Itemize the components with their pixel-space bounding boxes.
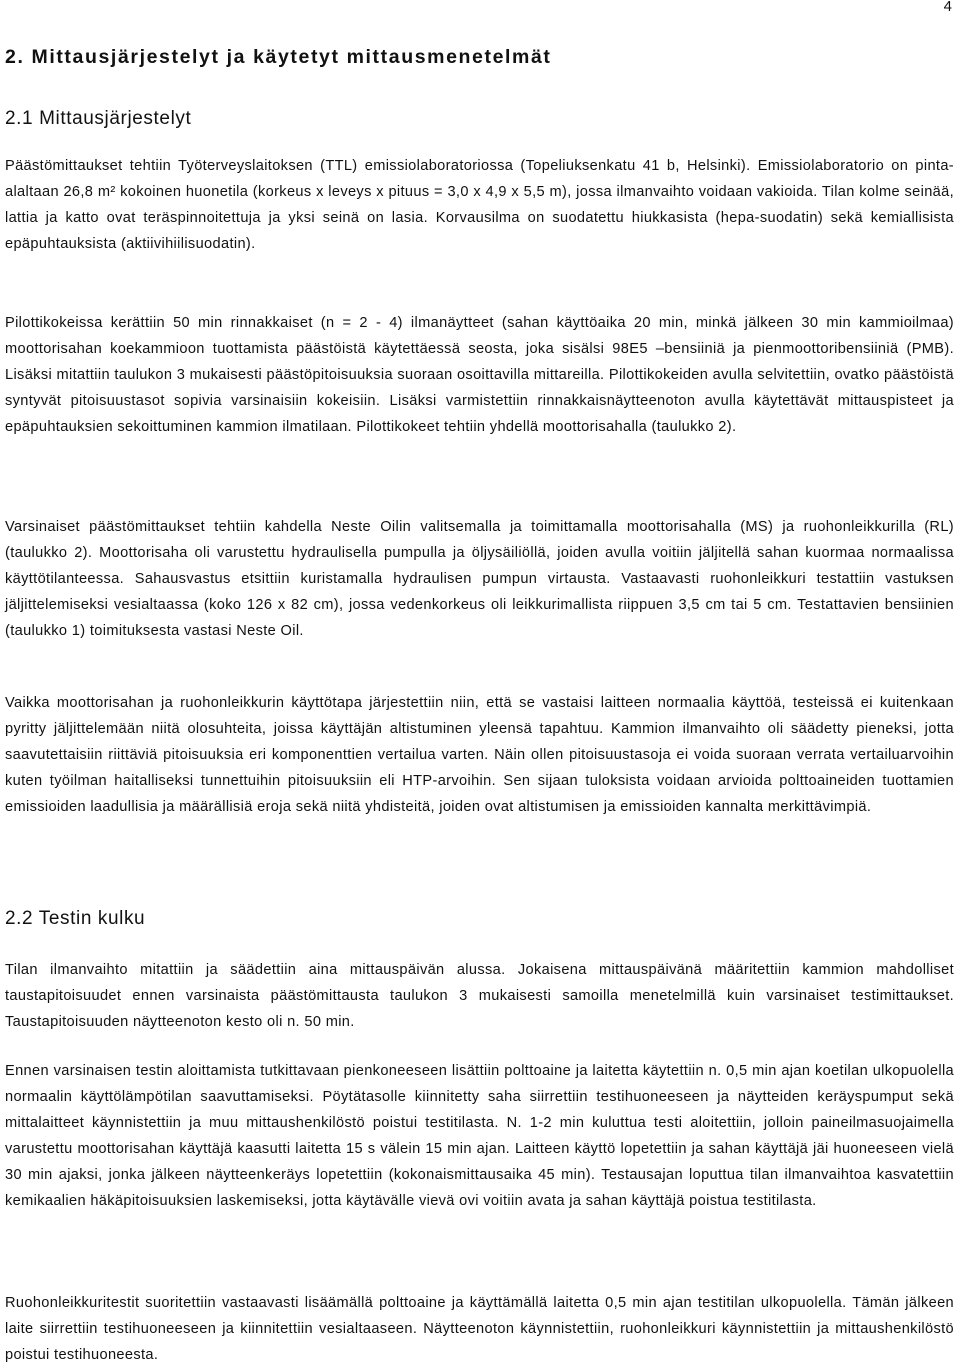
paragraph-test-procedure-mower: Ruohonleikkuritestit suoritettiin vastaavasti lisäämällä polttoaine ja käyttämällä laitetta 0,5 min ajan testitilan ulkopuolella. Tämän jälkeen laite siirrettiin testihuoneeseen ja kiinnitettiin vesialtaaseen. Näytteenoton käynnistettiin, ruohonleikkuri käynnistettiin ja mittaushenkilöstö poistui testihuoneesta. [5, 1295, 954, 1363]
section-heading-2-2: 2.2 Testin kulku [5, 908, 146, 929]
paragraph-ventilation: Tilan ilmanvaihto mitattiin ja säädettiin aina mittauspäivän alussa. Jokaisena mittauspäivänä määritettiin kammion mahdolliset taustapitoisuudet ennen varsinaista päästömittausta taulukon 3 mukaisesti samoilla menetelmillä kuin varsinaiset testimittaukset. Taustapitoisuuden näytteenoton kesto oli n. 50 min. [5, 962, 954, 1030]
paragraph-pilot-tests: Pilottikokeissa kerättiin 50 min rinnakkaiset (n = 2 - 4) ilmanäytteet (sahan käyttöaika 20 min, minkä jälkeen 30 min kammioilmaa) moottorisahan koekammioon tuottamista päästöistä käytettäessä seosta, joka sisälsi 98E5 –bensiiniä ja pienmoottoribensiiniä (PMB). Lisäksi mitattiin taulukon 3 mukaisesti päästöpitoisuuksia suoraan osoittavilla mittareilla. Pilottikokeiden avulla selvitettiin, ovatko päästöistä syntyvät pitoisuustasot sopivia varsinaisiin kokeisiin. Lisäksi varmistettiin rinnakkaisnäytteenoton avulla käytettävät mittauspisteet ja epäpuhtauksien sekoittuminen kammion ilmatilaan. Pilottikokeet tehtiin yhdellä moottorisahalla (taulukko 2). [5, 315, 954, 435]
paragraph-actual-measurements: Varsinaiset päästömittaukset tehtiin kahdella Neste Oilin valitsemalla ja toimittamalla moottorisahalla (MS) ja ruohonleikkurilla (RL) (taulukko 2). Moottorisaha oli varustettu hydraulisella pumpulla ja öljysäiliöllä, joiden avulla voitiin jäljitellä sahan kuormaa normaalissa käyttötilanteessa. Sahausvastus etsittiin kuristamalla hydraulisen pumpun virtausta. Vastaavasti ruohonleikkuri testattiin vastuksen jäljittelemiseksi vesialtaassa (koko 126 x 82 cm), jossa vedenkorkeus oli leikkurimallista riippuen 3,5 cm tai 5 cm. Testattavien bensiinien (taulukko 1) toimituksesta vastasi Neste Oil. [5, 519, 954, 639]
paragraph-test-procedure-saw: Ennen varsinaisen testin aloittamista tutkittavaan pienkoneeseen lisättiin polttoaine ja laitetta käytettiin n. 0,5 min ajan koetilan ulkopuolella normaalin käyttölämpötilan saavuttamiseksi. Pöytätasolle kiinnitetty saha siirrettiin testihuoneeseen ja näytteiden keräyspumput sekä mittalaitteet käynnistettiin ja muu mittaushenkilöstö poistui testitilasta. N. 1-2 min kuluttua testi aloitettiin, jolloin paineilmasuojaimella varustettu moottorisahan käyttäjä kaasutti laitetta 15 s välein 15 min ajan. Laitteen käyttö lopetettiin ja sahan käyttäjä jäi huoneeseen vielä 30 min ajaksi, jonka jälkeen näytteenkeräys lopetettiin (kokonaismittausaika 45 min). Testausajan loputtua tilan ilmanvaihtoa kasvatettiin kemikaalien häkäpitoisuuksien laskemiseksi, jotta käytävälle vievä ovi voitiin avata ja sahan käyttäjä poistua testitilasta. [5, 1063, 954, 1209]
page-number: 4 [943, 0, 952, 15]
chapter-heading: 2. Mittausjärjestelyt ja käytetyt mittausmenetelmät [5, 46, 552, 68]
paragraph-laboratory: Päästömittaukset tehtiin Työterveyslaitoksen (TTL) emissiolaboratoriossa (Topeliuksenkatu 41 b, Helsinki). Emissiolaboratorio on pinta-alaltaan 26,8 m² kokoinen huonetila (korkeus x leveys x pituus = 3,0 x 4,9 x 5,5 m), jossa ilmanvaihto voidaan vakioida. Tilan kolme seinää, lattia ja katto ovat teräspinnoitettuja ja yksi seinä on lasia. Korvausilma on suodatettu hiukkasista (hepa-suodatin) sekä kemiallisista epäpuhtauksista (aktiivihiilisuodatin). [5, 158, 954, 252]
paragraph-usage-limitations: Vaikka moottorisahan ja ruohonleikkurin käyttötapa järjestettiin niin, että se vastaisi laitteen normaalia käyttöä, testeissä ei kuitenkaan pyritty jäljittelemään niitä olosuhteita, joissa käyttäjän altistuminen yleensä tapahtuu. Kammion ilmanvaihto oli säädetty pieneksi, jotta saavutettaisiin riittäviä pitoisuuksia eri komponenttien vertailua varten. Näin ollen pitoisuustasoja ei voida suoraan verrata vertailuarvoihin kuten työilman haitalliseksi tunnettuihin pitoisuuksiin eli HTP-arvoihin. Sen sijaan tuloksista voidaan arvioida polttoaineiden tuottamien emissioiden laadullisia ja määrällisiä eroja sekä niitä yhdisteitä, joiden ovat altistumisen ja emissioiden kannalta merkittävimpiä. [5, 695, 954, 815]
section-heading-2-1: 2.1 Mittausjärjestelyt [5, 108, 192, 129]
